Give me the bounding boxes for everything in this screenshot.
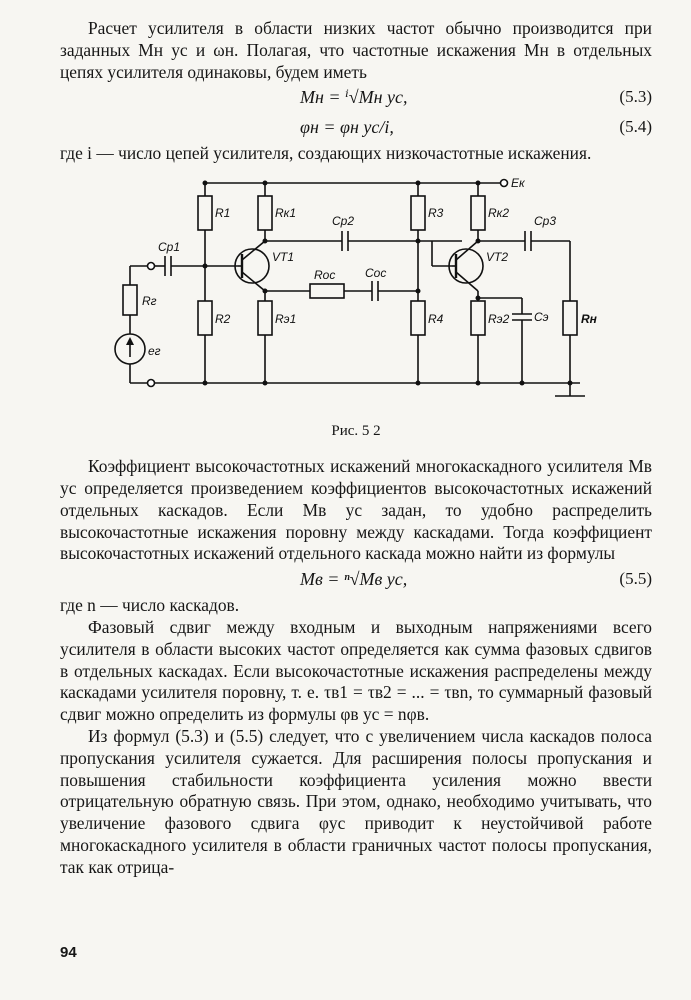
label-rk1: Rк1: [275, 206, 297, 221]
label-roc: Rос: [314, 268, 336, 283]
label-ce: Cэ: [534, 310, 549, 325]
label-vt1: VT1: [272, 250, 295, 265]
label-vt2: VT2: [486, 250, 509, 265]
circuit-diagram: [60, 171, 652, 419]
label-r1: R1: [215, 206, 231, 221]
equation-5-5: [60, 565, 652, 595]
paragraph-5: Фазовый сдвиг между входным и выходным напряжениями всего усилителя в области высоких частот определяется как сумма фазовых сдвигов в отдельных каскадах. Если высокочастотные искажения распределены между каскадами усилителя поровну, т. е. τв1 = τв2 = ... = τвn, то суммарный фазовый сдвиг можно определить из формулы φв ус = nφв.: [60, 616, 652, 725]
paragraph-6: Из формул (5.3) и (5.5) следует, что с увеличением числа каскадов полоса пропускания усилителя сужается. Для расширения полосы пропускания и повышения стабильности коэффициента усиления можно ввести отрицательную обратную связь. При этом, однако, необходимо учитывать, что увеличение фазового сдвига φус приводит к неустойчивой работе многокаскадного усилителя в области граничных частот полосы пропускания, так как отрица-: [60, 725, 652, 877]
label-coc: Cос: [365, 266, 387, 281]
label-rg: Rг: [142, 294, 157, 309]
paragraph-4: где n — число каскадов.: [60, 595, 240, 616]
label-cp3: Cр3: [534, 214, 557, 229]
label-r3: R3: [428, 206, 444, 221]
paragraph-2: где i — число цепей усилителя, создающих низкочастотные искажения.: [60, 143, 592, 164]
equation-5-3: [60, 83, 652, 113]
label-rn: Rн: [581, 312, 597, 327]
label-eg: eг: [148, 344, 161, 359]
label-re2: Rэ2: [488, 312, 510, 327]
paragraph-1: Расчет усилителя в области низких частот обычно производится при заданных Mн ус и ωн. Полагая, что частотные искажения Mн в отдельных цепях усилителя одинаковы, будем иметь: [60, 18, 652, 82]
equation-5-3-formula: Mн = ⁱ√Mн ус,: [300, 87, 408, 108]
equation-5-5-number: (5.5): [619, 569, 652, 589]
figure-caption: Рис. 5 2: [331, 423, 381, 440]
label-rk2: Rк2: [488, 206, 510, 221]
circuit-figure: [60, 171, 652, 419]
label-cp2: Cр2: [332, 214, 355, 229]
paragraph-3: Коэффициент высокочастотных искажений многокаскадного усилителя Mв ус определяется произведением коэффициентов высокочастотных искажений отдельных каскадов. Если Mв ус задан, то удобно распределить высокочастотные искажения поровну между каскадами. Тогда коэффициент высокочастотных искажений отдельного каскада можно найти из формулы: [60, 456, 652, 564]
page-number: 94: [60, 944, 77, 961]
equation-5-3-number: (5.3): [619, 87, 652, 107]
label-ek: Eк: [511, 176, 525, 191]
equation-5-4: [60, 113, 652, 143]
label-r4: R4: [428, 312, 444, 327]
equation-5-4-number: (5.4): [619, 117, 652, 137]
equation-5-5-formula: Mв = ⁿ√Mв ус,: [300, 569, 408, 590]
label-cp1: Cр1: [158, 240, 181, 255]
equation-5-4-formula: φн = φн ус/i,: [300, 117, 394, 138]
page-body: [60, 18, 652, 879]
label-re1: Rэ1: [275, 312, 297, 327]
label-r2: R2: [215, 312, 231, 327]
